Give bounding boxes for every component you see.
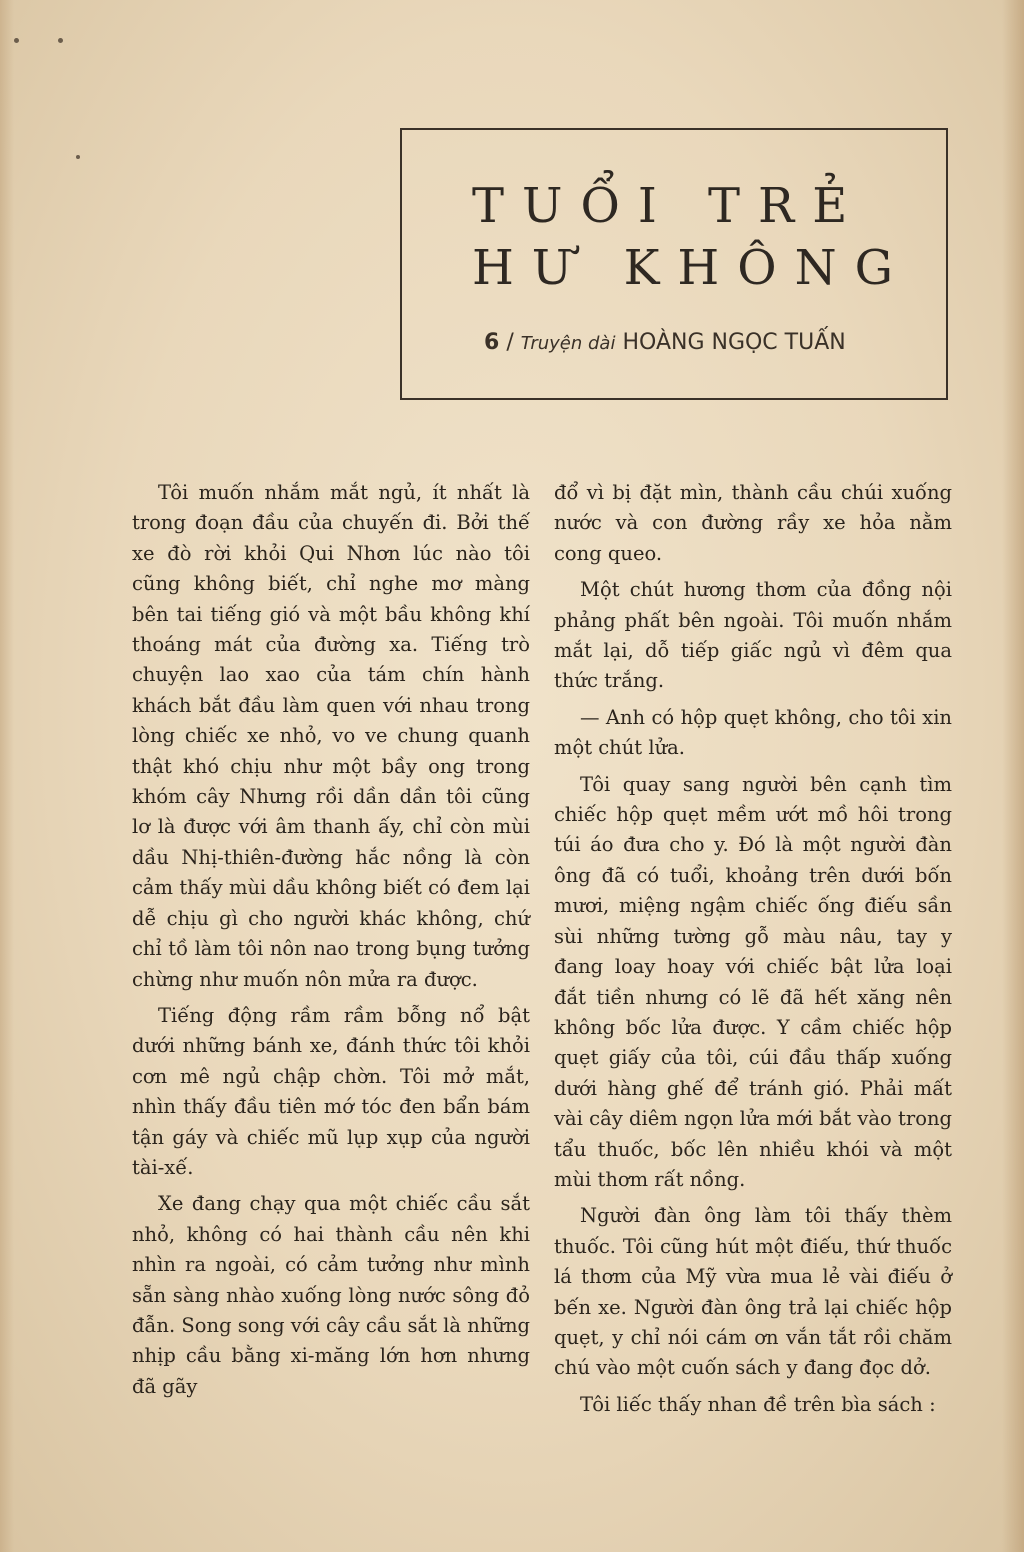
story-title-line-1: TUỔI TRẺ	[472, 178, 866, 234]
text-column-right	[554, 478, 952, 1426]
title-box	[400, 128, 948, 400]
text-column-left	[132, 478, 530, 1408]
byline	[484, 330, 846, 355]
ink-speck	[14, 38, 19, 43]
paragraph: Tôi liếc thấy nhan đề trên bìa sách :	[580, 1392, 936, 1416]
page-edge-shadow-right	[1002, 0, 1024, 1552]
page-edge-shadow-left	[0, 0, 14, 1552]
paragraph: Người đàn ông làm tôi thấy thèm thuốc. Tôi cũng hút một điếu, thứ thuốc lá thơm của Mỹ vừa mua lẻ vài điếu ở bến xe. Người đàn ông trả lại chiếc hộp quẹt, y chỉ nói cám ơn vắn tắt rồi chăm chú vào một cuốn sách y đang đọc dở.	[554, 1204, 952, 1380]
byline-separator: /	[506, 330, 514, 355]
paragraph: đổ vì bị đặt mìn, thành cầu chúi xuống nước và con đường rầy xe hỏa nằm cong queo.	[554, 481, 952, 565]
title-box-bottom-rule	[402, 398, 946, 400]
installment-number: 6	[484, 330, 500, 355]
title-box-top-rule	[402, 128, 946, 130]
paragraph: Tiếng động rầm rầm bỗng nổ bật dưới những bánh xe, đánh thức tôi khỏi cơn mê ngủ chập chờn. Tôi mở mắt, nhìn thấy đầu tiên mớ tóc đen bẩn bám tận gáy và chiếc mũ lụp xụp của người tài-xế.	[132, 1003, 530, 1179]
paragraph: Một chút hương thơm của đồng nội phảng phất bên ngoài. Tôi muốn nhắm mắt lại, dỗ tiếp giấc ngủ vì đêm qua thức trắng.	[554, 578, 952, 693]
paragraph: Tôi muốn nhắm mắt ngủ, ít nhất là trong đoạn đầu của chuyến đi. Bởi thế xe đò rời khỏi Qui Nhơn lúc nào tôi cũng không biết, chỉ nghe mơ màng bên tai tiếng gió và một bầu không khí thoáng mát của đường xa. Tiếng trò chuyện lao xao của tám chín hành khách bắt đầu làm quen với nhau trong lòng chiếc xe nhỏ, vo ve chung quanh thật khó chịu như một bầy ong trong khóm cây Nhưng rồi dần dần tôi cũng lơ là được với âm thanh ấy, chỉ còn mùi dầu Nhị-thiên-đường hắc nồng là còn cảm thấy mùi dầu không biết có đem lại dễ chịu gì cho người khác không, chứ chỉ tồ làm tôi nôn nao trong bụng tưởng chừng như muốn nôn mửa ra được.	[132, 481, 530, 991]
story-title-line-2: HƯ KHÔNG	[472, 240, 911, 296]
ink-speck	[76, 155, 80, 159]
ink-speck	[58, 38, 63, 43]
genre-label: Truyện dài	[520, 333, 616, 354]
paragraph: Tôi quay sang người bên cạnh tìm chiếc hộp quẹt mềm ướt mồ hôi trong túi áo đưa cho y. Đó là một người đàn ông đã có tuổi, khoảng trên dưới bốn mươi, miệng ngậm chiếc ống điếu sần sùi những tường gỗ màu nâu, tay y đang loay hoay với chiếc bật lửa loại đắt tiền nhưng có lẽ đã hết xăng nên không bốc lửa được. Y cầm chiếc hộp quẹt giấy của tôi, cúi đầu thấp xuống dưới hàng ghế để tránh gió. Phải mất vài cây diêm ngọn lửa mới bắt vào trong tẩu thuốc, bốc lên nhiều khói và một mùi thơm rất nồng.	[554, 772, 952, 1191]
paragraph: Xe đang chạy qua một chiếc cầu sắt nhỏ, không có hai thành cầu nên khi nhìn ra ngoài, có cảm tưởng như mình sẵn sàng nhào xuống lòng nước sông đỏ đẫn. Song song với cây cầu sắt là những nhịp cầu bằng xi-măng lớn hơn nhưng đã gãy	[132, 1192, 530, 1398]
paragraph: — Anh có hộp quẹt không, cho tôi xin một chút lửa.	[554, 705, 952, 760]
author-name: HOÀNG NGỌC TUẤN	[622, 330, 846, 355]
